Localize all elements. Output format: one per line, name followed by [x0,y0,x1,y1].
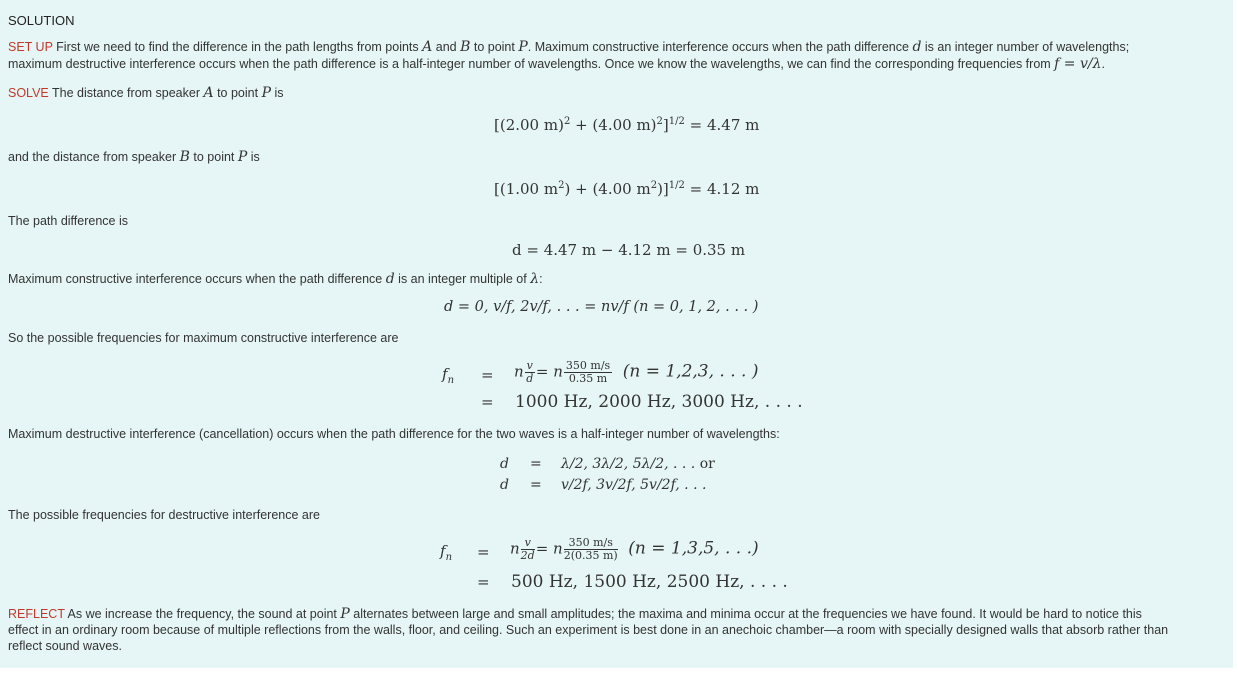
setup-text: . Maximum constructive interference occurs when the path difference [527,40,913,54]
setup-text: . [1101,57,1105,71]
var-lambda: λ [530,271,540,287]
var-p: P [518,39,528,55]
setup-text: and [432,40,461,54]
equation-constructive-condition: d = 0, v/f, 2v/f, . . . = nv/f (n = 0, 1, 2, . . . ) [444,299,759,315]
eq7-rhs: n $\frac{v}{2d}$ = n $\frac{350 m/s}{2(0.35 m)}$ (n = 1,3,5, . . .) [510,536,759,562]
solve-line [8,85,283,101]
solution-heading: SOLUTION [8,13,75,28]
var-d: d [912,39,922,55]
fraction: $\frac{350 m/s}{2(0.35 m)}$ [563,536,618,562]
fraction: $\frac{v}{2d}$ [520,536,535,562]
equation-path-difference: d = 4.47 m − 4.12 m = 0.35 m [512,241,746,259]
var-p: P [340,606,350,622]
reflect-line-3: reflect sound waves. [8,639,122,653]
eq5-lhs: $f_n$ [442,365,455,386]
possible-constructive-text: So the possible frequencies for maximum constructive interference are [8,331,399,345]
var-a: A [203,85,214,101]
solve-text: to point [213,86,262,100]
setup-text: is an integer number of wavelengths; [921,40,1130,54]
max-constructive-text: Maximum constructive interference occurs when the path difference d is an integer multiple of λ: [8,271,543,287]
eq6-rhs1: λ/2, 3λ/2, 5λ/2, . . . or [561,456,715,472]
eq5-frequencies: 1000 Hz, 2000 Hz, 3000 Hz, . . . . [515,392,803,412]
eq6-equals-1: = [530,456,542,472]
eq5-equals-2: = [481,393,494,411]
var-p: P [261,85,271,101]
possible-destructive-text: The possible frequencies for destructive interference are [8,508,320,522]
setup-text: to point [470,40,519,54]
setup-text: maximum destructive interference occurs when the path difference is a half-integer number of wavelengths. Once we know the wavelengths, we can find the corresponding frequencies from [8,57,1055,71]
fraction: $\frac{v}{d}$ [526,359,534,385]
eq7-frequencies: 500 Hz, 1500 Hz, 2500 Hz, . . . . [511,572,788,592]
and-distance-line: and the distance from speaker B to point P is [8,149,260,165]
solve-text: is [270,86,284,100]
reflect-label: REFLECT [8,607,65,621]
solve-label: SOLVE [8,86,49,100]
setup-label: SET UP [8,40,53,54]
solve-text: The distance from speaker [48,86,204,100]
formula-f: f = v/λ [1054,56,1102,72]
setup-line-2 [8,56,1105,72]
eq5-equals: = [481,366,494,384]
eq7-lhs: $f_n$ [440,542,453,563]
var-a: A [422,39,433,55]
var-b: B [179,149,190,165]
path-difference-text: The path difference is [8,214,128,228]
reflect-line-2: effect in an ordinary room because of multiple reflections from the walls, floor, and ceiling. Such an experiment is best done in an anechoic chamber—a room with specially designed walls that absorb rather than [8,623,1169,637]
var-d: d [385,271,395,287]
eq6-d2: d [500,477,509,493]
eq7-equals: = [477,543,490,561]
reflect-line-1: REFLECT As we increase the frequency, the sound at point P alternates between large and small amplitudes; the maxima and minima occur at the frequencies we have found. It would be hard to notice this [8,606,1142,622]
var-p: P [237,149,248,165]
eq6-rhs2: v/2f, 3v/2f, 5v/2f, . . . [561,477,707,493]
fraction: $\frac{350 m/s}{0.35 m}$ [565,359,611,385]
equation-distance-b: [(1.00 $m^2) + (4.00$ $m^2)]^{1/2} = 4.12$ m [494,180,760,198]
eq6-d1: d [500,456,509,472]
eq7-equals-2: = [477,573,490,591]
setup-line-1 [8,39,1129,55]
eq6-equals-2: = [530,477,542,493]
setup-text: First we need to find the difference in the path lengths from points [52,40,423,54]
eq5-rhs: n $\frac{v}{d}$ = n $\frac{350 m/s}{0.35 m}$ (n = 1,2,3, . . . ) [514,359,759,385]
var-b: B [460,39,471,55]
equation-distance-a: [(2.00 m)$^2$ + (4.00 m)$^2$]$^{1/2}$ = 4.47 m [494,116,760,134]
max-destructive-text: Maximum destructive interference (cancellation) occurs when the path difference for the two waves is a half-integer number of wavelengths: [8,427,780,441]
